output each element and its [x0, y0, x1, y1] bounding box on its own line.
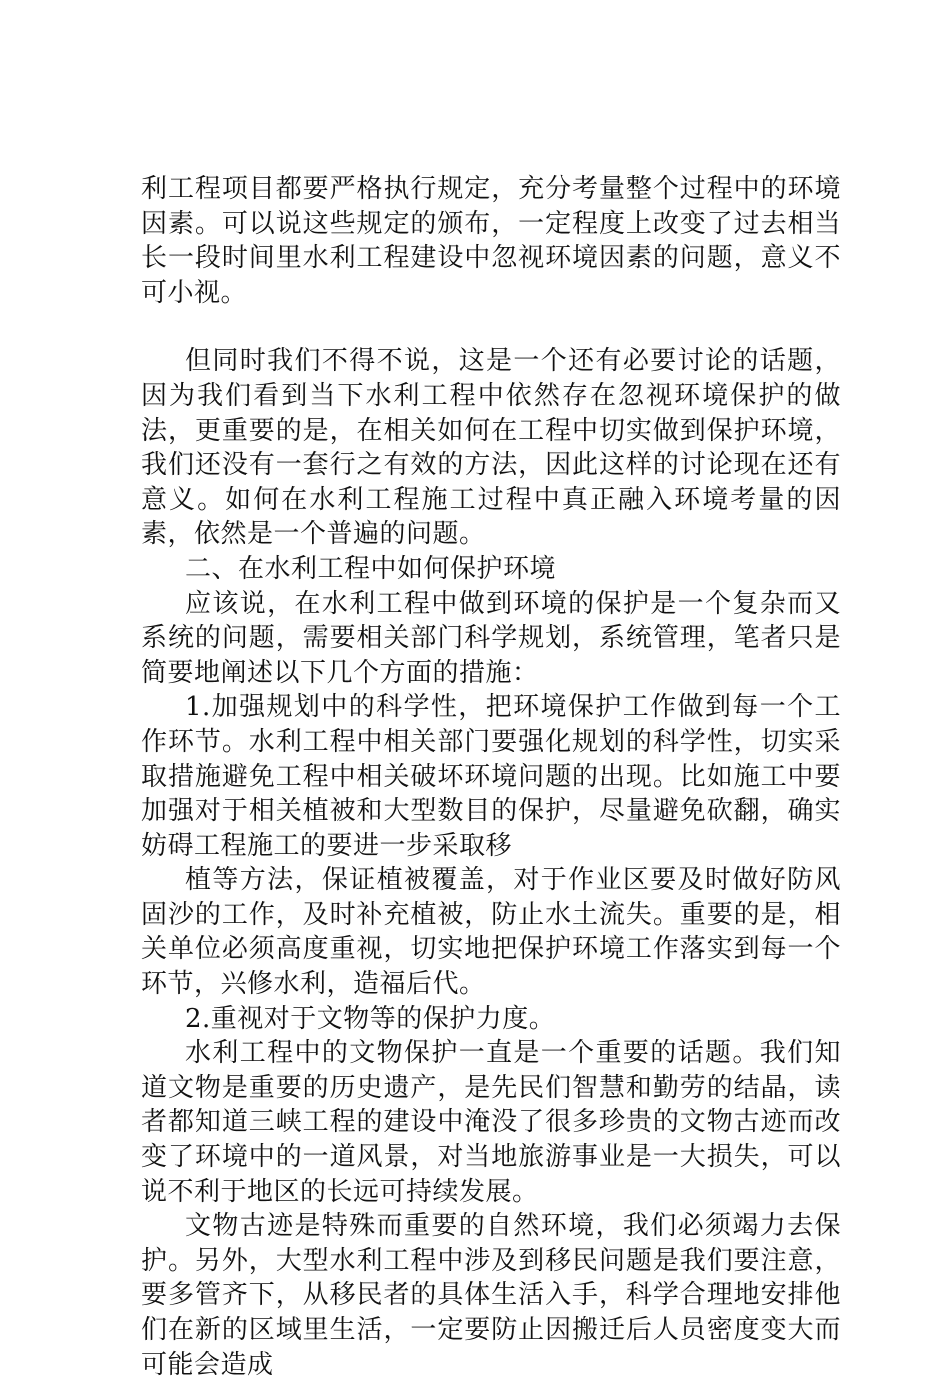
list-item-2: 2.重视对于文物等的保护力度。: [185, 1003, 556, 1034]
list-item-1: 1.加强规划中的科学性，把环境保护工作做到每一个工作环节。水利工程中相关部门要强化规划的科学性，切实采取措施避免工程中相关破坏环境问题的出现。比如施工中要加强对于相关植被和大型数目的保护，尽量避免砍翻，确实妨碍工程施工的要进一步采取移: [141, 692, 841, 861]
paragraph-migration: 文物古迹是特殊而重要的自然环境，我们必须竭力去保护。另外，大型水利工程中涉及到移民问题是我们要注意，要多管齐下，从移民者的具体生活入手，科学合理地安排他们在新的区域里生活，一定要防止因搬迁后人员密度变大而可能会造成: [141, 1211, 841, 1380]
paragraph-relics: 水利工程中的文物保护一直是一个重要的话题。我们知道文物是重要的历史遗产，是先民们智慧和勤劳的结晶，读者都知道三峡工程的建设中淹没了很多珍贵的文物古迹而改变了环境中的一道风景，对当地旅游事业是一大损失，可以说不利于地区的长远可持续发展。: [141, 1038, 841, 1207]
paragraph-intro: 应该说，在水利工程中做到环境的保护是一个复杂而又系统的问题，需要相关部门科学规划，系统管理，笔者只是简要地阐述以下几个方面的措施：: [141, 588, 841, 688]
paragraph-planting: 植等方法，保证植被覆盖，对于作业区要及时做好防风固沙的工作，及时补充植被，防止水土流失。重要的是，相关单位必须高度重视，切实地把保护环境工作落实到每一个环节，兴修水利，造福后代。: [141, 865, 841, 1000]
section-heading: 二、在水利工程中如何保护环境: [185, 553, 557, 584]
paragraph-continuation: 利工程项目都要严格执行规定，充分考量整个过程中的环境因素。可以说这些规定的颁布，一定程度上改变了过去相当长一段时间里水利工程建设中忽视环境因素的问题，意义不可小视。: [141, 174, 841, 308]
document-body: [141, 172, 841, 1382]
paragraph-discussion: 但同时我们不得不说，这是一个还有必要讨论的话题，因为我们看到当下水利工程中依然存在忽视环境保护的做法，更重要的是，在相关如何在工程中切实做到保护环境，我们还没有一套行之有效的方法，因此这样的讨论现在还有意义。如何在水利工程施工过程中真正融入环境考量的因素，依然是一个普遍的问题。: [141, 346, 841, 550]
